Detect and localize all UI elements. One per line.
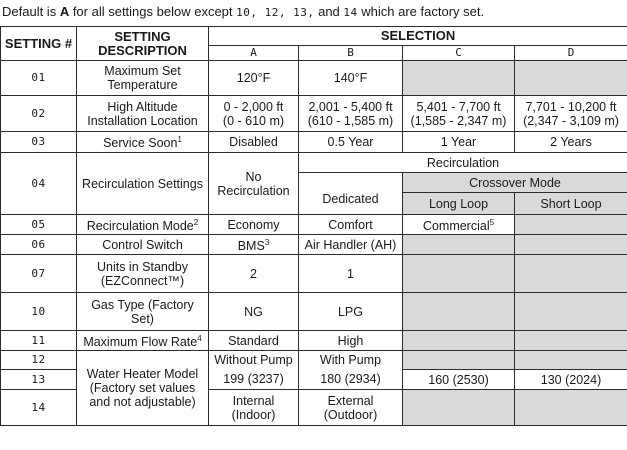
setting-desc: Recirculation Settings bbox=[77, 153, 209, 215]
table-row bbox=[1, 61, 627, 96]
option-a: 2 bbox=[209, 255, 299, 293]
setting-desc: Gas Type (Factory Set) bbox=[77, 293, 209, 331]
setting-code: 07 bbox=[1, 255, 77, 293]
table-row bbox=[1, 96, 627, 132]
table-row bbox=[1, 351, 627, 370]
option-c: 5,401 - 7,700 ft (1,585 - 2,347 m) bbox=[403, 96, 515, 132]
option-a: No Recirculation bbox=[209, 153, 299, 215]
unavailable-cell bbox=[403, 331, 515, 351]
option-a: Internal (Indoor) bbox=[209, 390, 299, 426]
factory-code-last: 14 bbox=[343, 6, 358, 19]
option-b: Dedicated bbox=[299, 173, 403, 215]
option-b: LPG bbox=[299, 293, 403, 331]
option-c: Long Loop bbox=[403, 193, 515, 215]
unavailable-cell bbox=[515, 215, 627, 235]
setting-code: 11 bbox=[1, 331, 77, 351]
option-b: 0.5 Year bbox=[299, 132, 403, 153]
unavailable-cell bbox=[515, 61, 627, 96]
option-a: Economy bbox=[209, 215, 299, 235]
col-b-label: B bbox=[299, 46, 403, 61]
setting-code: 04 bbox=[1, 153, 77, 215]
table-row bbox=[1, 153, 627, 173]
col-d-label: D bbox=[515, 46, 627, 61]
setting-code: 01 bbox=[1, 61, 77, 96]
setting-desc: Maximum Flow Rate$^4$ bbox=[77, 331, 209, 351]
header-setting-number: SETTING # bbox=[1, 27, 77, 61]
option-b: 1 bbox=[299, 255, 403, 293]
unavailable-cell bbox=[403, 61, 515, 96]
table-row bbox=[1, 235, 627, 255]
option-b: Comfort bbox=[299, 215, 403, 235]
default-letter: A bbox=[59, 4, 70, 19]
factory-codes: 10, 12, 13, bbox=[236, 6, 315, 19]
unavailable-cell bbox=[403, 235, 515, 255]
option-b: Air Handler (AH) bbox=[299, 235, 403, 255]
setting-code: 13 bbox=[1, 370, 77, 390]
header-selection: SELECTION bbox=[209, 27, 627, 46]
unavailable-cell bbox=[403, 351, 515, 370]
option-a: 120°F bbox=[209, 61, 299, 96]
unavailable-cell bbox=[515, 235, 627, 255]
option-a: NG bbox=[209, 293, 299, 331]
setting-desc: High Altitude Installation Location bbox=[77, 96, 209, 132]
setting-desc: Water Heater Model (Factory set values and not adjustable) bbox=[77, 351, 209, 426]
option-a: Without Pump bbox=[209, 351, 299, 370]
unavailable-cell bbox=[403, 390, 515, 426]
option-a: BMS$^3$ bbox=[209, 235, 299, 255]
option-b: External (Outdoor) bbox=[299, 390, 403, 426]
option-c: Commercial$^5$ bbox=[403, 215, 515, 235]
option-a: 199 (3237) bbox=[209, 370, 299, 390]
option-b: With Pump bbox=[299, 351, 403, 370]
option-b: High bbox=[299, 331, 403, 351]
table-row bbox=[1, 293, 627, 331]
unavailable-cell bbox=[515, 351, 627, 370]
option-d: Short Loop bbox=[515, 193, 627, 215]
setting-desc: Recirculation Mode$^2$ bbox=[77, 215, 209, 235]
setting-desc: Control Switch bbox=[77, 235, 209, 255]
option-a: Standard bbox=[209, 331, 299, 351]
recirculation-header: Recirculation bbox=[299, 153, 627, 173]
option-c: 1 Year bbox=[403, 132, 515, 153]
unavailable-cell bbox=[515, 331, 627, 351]
option-a: 0 - 2,000 ft (0 - 610 m) bbox=[209, 96, 299, 132]
crossover-header: Crossover Mode bbox=[403, 173, 627, 193]
settings-table bbox=[0, 26, 627, 426]
setting-code: 03 bbox=[1, 132, 77, 153]
col-c-label: C bbox=[403, 46, 515, 61]
header-setting-description: SETTING DESCRIPTION bbox=[77, 27, 209, 61]
option-b: 180 (2934) bbox=[299, 370, 403, 390]
option-d: 2 Years bbox=[515, 132, 627, 153]
unavailable-cell bbox=[515, 390, 627, 426]
col-a-label: A bbox=[209, 46, 299, 61]
default-note: Default is A for all settings below except 10, 12, 13, and 14 which are factory set. bbox=[2, 4, 485, 19]
option-c: 160 (2530) bbox=[403, 370, 515, 390]
option-d: 7,701 - 10,200 ft (2,347 - 3,109 m) bbox=[515, 96, 627, 132]
setting-code: 06 bbox=[1, 235, 77, 255]
table-row bbox=[1, 331, 627, 351]
option-a: Disabled bbox=[209, 132, 299, 153]
setting-desc: Service Soon$^1$ bbox=[77, 132, 209, 153]
setting-code: 02 bbox=[1, 96, 77, 132]
option-d: 130 (2024) bbox=[515, 370, 627, 390]
unavailable-cell bbox=[403, 293, 515, 331]
table-row bbox=[1, 255, 627, 293]
unavailable-cell bbox=[515, 255, 627, 293]
setting-desc: Units in Standby (EZConnect™) bbox=[77, 255, 209, 293]
setting-code: 12 bbox=[1, 351, 77, 370]
setting-code: 14 bbox=[1, 390, 77, 426]
option-b: 140°F bbox=[299, 61, 403, 96]
table-row bbox=[1, 132, 627, 153]
unavailable-cell bbox=[515, 293, 627, 331]
setting-code: 10 bbox=[1, 293, 77, 331]
setting-code: 05 bbox=[1, 215, 77, 235]
option-b: 2,001 - 5,400 ft (610 - 1,585 m) bbox=[299, 96, 403, 132]
unavailable-cell bbox=[403, 255, 515, 293]
setting-desc: Maximum Set Temperature bbox=[77, 61, 209, 96]
table-row bbox=[1, 215, 627, 235]
